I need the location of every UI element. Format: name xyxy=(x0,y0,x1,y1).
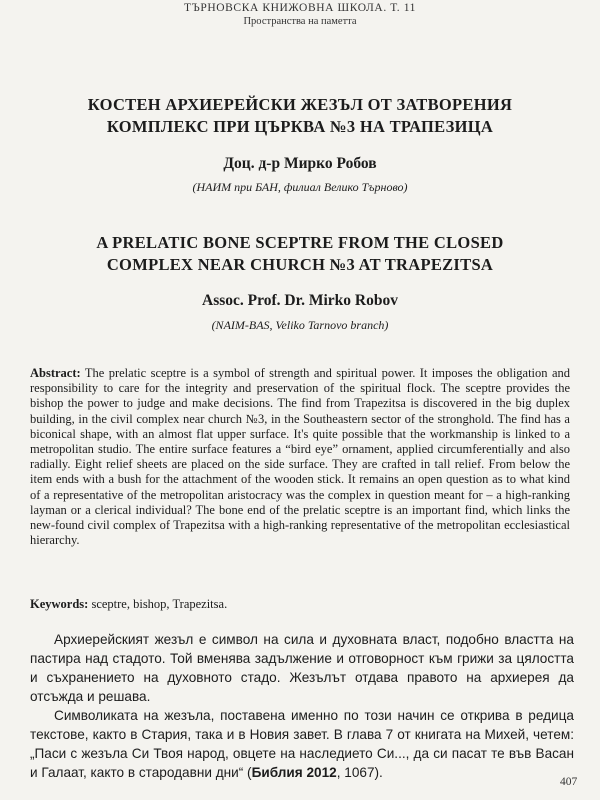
series-title: ТЪРНОВСКА КНИЖОВНА ШКОЛА. Т. 11 xyxy=(184,2,416,14)
body-text xyxy=(30,630,574,782)
abstract-label: Abstract: xyxy=(30,366,81,380)
article-title-en xyxy=(30,232,570,276)
body-paragraph-1: Архиерейският жезъл е символ на сила и духовната власт, подобно властта на пастира над стадото. Той вменява задължение и отговорност към грижи за цялостта и съхранението на духовното стадо. Жезълът отдава правото на архиерея да отсъжда и решава. xyxy=(30,632,574,704)
author-affiliation-en: (NAIM-BAS, Veliko Tarnovo branch) xyxy=(211,318,389,332)
section-title: Пространства на паметта xyxy=(243,16,357,27)
page-number: 407 xyxy=(560,776,578,788)
abstract-text: The prelatic sceptre is a symbol of strength and spiritual power. It imposes the obligation and responsibility to care for the integrity and preservation of the spiritual flock. The sceptre provides the bishop the power to judge and make decisions. The find from Trapezitsa is discovered in the big duplex building, in the civil complex near church №3, in the Southeastern sector of the stronghold. The find has a biconical shape, with an almost flat upper surface. It's quite possible that the workmanship is linked to a metropolitan studio. The entire surface features a “bird eye” ornament, applied circumferentially and also radially. Eight relief sheets are placed on the side surface. They are crafted in tall relief. From below the item ends with a bush for the attachment of the wooden stick. It remains an open question as to what kind of a representative of the metropolitan aristocracy was the complex in question meant for – a high-ranking layman or a clerical individual? The bone end of the prelatic sceptre is an important find, which links the new-found civil complex of Trapezitsa with a high-ranking representative of the metropolitan ecclesiastical hierarchy. xyxy=(30,366,570,548)
author-affiliation-bg: (НАИМ при БАН, филиал Велико Търново) xyxy=(192,180,408,194)
author-name-en: Assoc. Prof. Dr. Mirko Robov xyxy=(202,292,398,309)
abstract xyxy=(30,366,570,548)
body-paragraph-2-end: , 1067). xyxy=(336,765,383,780)
running-header xyxy=(0,2,600,28)
citation-bible: Библия 2012 xyxy=(251,765,337,780)
keywords xyxy=(30,597,570,612)
keywords-label: Keywords: xyxy=(30,597,89,611)
body-paragraph-2-text: Символиката на жезъла, поставена именно по този начин се открива в редица текстове, както в Стария, така и в Новия завет. В глава 7 от книгата на Михей, четем: „Паси с жезъла Си Твоя народ, овцете на наследието Си..., да си пасат те във Васан и Галаат, както в стародавни дни“ ( xyxy=(30,708,574,780)
author-name-bg: Доц. д-р Мирко Робов xyxy=(223,155,377,172)
article-title-bg xyxy=(40,94,560,138)
body-paragraph-2 xyxy=(30,706,574,782)
article-title-en-line1: A PRELATIC BONE SCEPTRE FROM THE CLOSED xyxy=(96,233,504,252)
article-title-bg-line1: КОСТЕН АРХИЕРЕЙСКИ ЖЕЗЪЛ ОТ ЗАТВОРЕНИЯ xyxy=(87,95,513,114)
article-title-bg-line2: КОМПЛЕКС ПРИ ЦЪРКВА №3 НА ТРАПЕЗИЦА xyxy=(106,117,494,136)
article-title-en-line2: COMPLEX NEAR CHURCH №3 AT TRAPEZITSA xyxy=(106,255,494,274)
keywords-text: sceptre, bishop, Trapezitsa. xyxy=(91,597,228,611)
